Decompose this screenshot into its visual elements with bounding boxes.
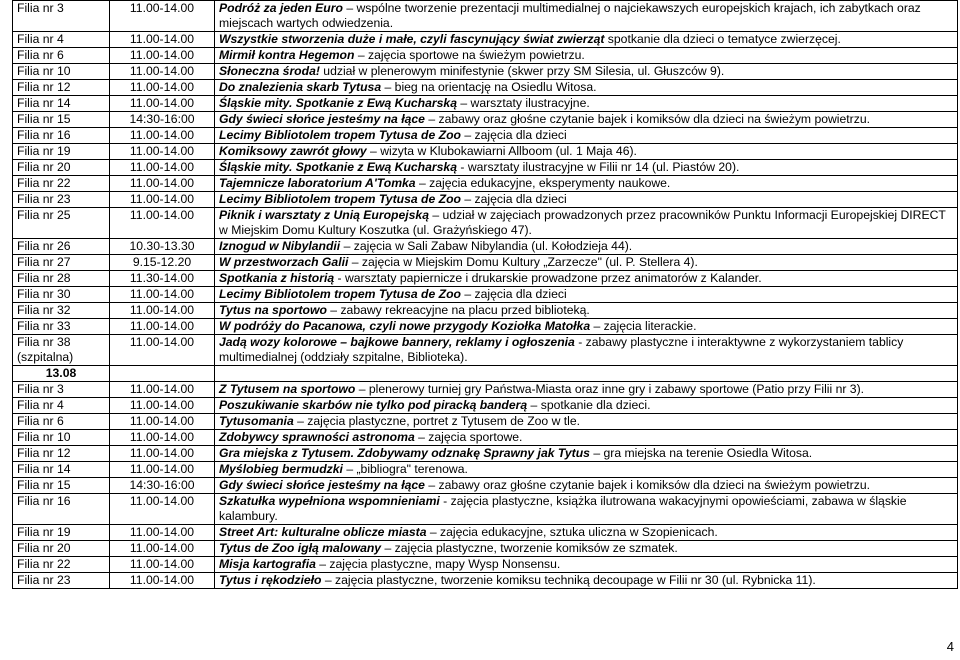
event-title: Komiksowy zawrót głowy xyxy=(219,144,367,158)
table-row xyxy=(13,239,958,255)
event-description: – zabawy oraz głośne czytanie bajek i komiksów dla dzieci na świeżym powietrzu. xyxy=(424,478,870,492)
table-row xyxy=(13,32,958,48)
event-cell xyxy=(215,160,958,176)
branch-cell: Filia nr 3 xyxy=(13,382,110,398)
event-description: – „bibliogra" terenowa. xyxy=(342,462,468,476)
event-title: Street Art: kulturalne oblicze miasta xyxy=(219,525,427,539)
hours-cell: 11.00-14.00 xyxy=(110,64,215,80)
event-title: Śląskie mity. Spotkanie z Ewą Kucharską xyxy=(219,160,457,174)
event-title: Lecimy Bibliotolem tropem Tytusa de Zoo xyxy=(219,128,461,142)
event-title: Tytusomania xyxy=(219,414,294,428)
event-title: Gra miejska z Tytusem. Zdobywamy odznakę Sprawny jak Tytus xyxy=(219,446,590,460)
branch-cell: Filia nr 19 xyxy=(13,144,110,160)
event-title: Piknik i warsztaty z Unią Europejską xyxy=(219,208,429,222)
branch-cell: Filia nr 22 xyxy=(13,557,110,573)
event-title: Jadą wozy kolorowe – bajkowe bannery, reklamy i ogłoszenia xyxy=(219,335,575,349)
schedule-table xyxy=(12,0,958,589)
event-title: W przestworzach Galii xyxy=(219,255,349,269)
table-row xyxy=(13,573,958,589)
branch-cell: Filia nr 32 xyxy=(13,303,110,319)
event-description: – zajęcia plastyczne, mapy Wysp Nonsensu. xyxy=(315,557,561,571)
hours-cell: 11.00-14.00 xyxy=(110,382,215,398)
date-cell: 13.08 xyxy=(13,366,110,382)
hours-cell: 11.00-14.00 xyxy=(110,160,215,176)
event-cell xyxy=(215,144,958,160)
hours-cell: 11.00-14.00 xyxy=(110,128,215,144)
table-row xyxy=(13,128,958,144)
event-title: Zdobywcy sprawności astronoma xyxy=(219,430,415,444)
hours-cell: 11.00-14.00 xyxy=(110,430,215,446)
event-title: Mirmił kontra Hegemon xyxy=(219,48,355,62)
hours-cell: 11.00-14.00 xyxy=(110,557,215,573)
event-cell xyxy=(215,382,958,398)
table-row xyxy=(13,525,958,541)
branch-cell: Filia nr 3 xyxy=(13,1,110,32)
branch-cell: Filia nr 10 xyxy=(13,64,110,80)
hours-cell: 11.00-14.00 xyxy=(110,144,215,160)
event-title: Podróż za jeden Euro xyxy=(219,1,343,15)
branch-cell: Filia nr 4 xyxy=(13,398,110,414)
branch-cell: Filia nr 28 xyxy=(13,271,110,287)
event-description: – zajęcia sportowe na świeżym powietrzu. xyxy=(354,48,585,62)
event-description: – zajęcia edukacyjne, eksperymenty naukowe. xyxy=(415,176,671,190)
event-description: spotkanie dla dzieci o tematyce zwierzęcej. xyxy=(604,32,841,46)
branch-cell: Filia nr 15 xyxy=(13,112,110,128)
event-title: Szkatułka wypełniona wspomnieniami xyxy=(219,494,440,508)
event-cell xyxy=(215,478,958,494)
event-description: - zajęcia plastyczne, książka ilutrowana wakacyjnymi opowieściami, zabawa w śląskie kalambury. xyxy=(219,494,907,523)
hours-cell: 11.00-14.00 xyxy=(110,335,215,366)
hours-cell: 14:30-16:00 xyxy=(110,112,215,128)
hours-cell: 11.30-14.00 xyxy=(110,271,215,287)
hours-cell: 11.00-14.00 xyxy=(110,303,215,319)
table-row xyxy=(13,462,958,478)
event-description: – wspólne tworzenie prezentacji multimedialnej o najciekawszych europejskich krajach, ich zabytkach oraz miejscach wartych odwiedzenia. xyxy=(219,1,921,30)
event-cell xyxy=(215,414,958,430)
hours-cell: 11.00-14.00 xyxy=(110,319,215,335)
event-description: – zabawy oraz głośne czytanie bajek i komiksów dla dzieci na świeżym powietrzu. xyxy=(424,112,870,126)
event-cell xyxy=(215,1,958,32)
branch-cell: Filia nr 20 xyxy=(13,541,110,557)
event-title: Poszukiwanie skarbów nie tylko pod piracką banderą xyxy=(219,398,528,412)
branch-cell: Filia nr 14 xyxy=(13,96,110,112)
event-cell xyxy=(215,112,958,128)
branch-cell: Filia nr 12 xyxy=(13,446,110,462)
table-row xyxy=(13,96,958,112)
table-row xyxy=(13,478,958,494)
event-cell xyxy=(215,176,958,192)
event-description: – zajęcia sportowe. xyxy=(414,430,523,444)
table-row xyxy=(13,494,958,525)
table-row xyxy=(13,48,958,64)
event-cell xyxy=(215,335,958,366)
event-description: – zajęcia plastyczne, tworzenie komiksu techniką decoupage w Filii nr 30 (ul. Rybnicka 11). xyxy=(321,573,816,587)
event-cell xyxy=(215,462,958,478)
event-cell xyxy=(215,48,958,64)
event-description: udział w plenerowym minifestynie (skwer przy SM Silesia, ul. Głuszców 9). xyxy=(319,64,725,78)
table-row xyxy=(13,112,958,128)
event-title: W podróży do Pacanowa, czyli nowe przygody Koziołka Matołka xyxy=(219,319,591,333)
event-title: Gdy świeci słońce jesteśmy na łące xyxy=(219,478,425,492)
event-cell xyxy=(215,128,958,144)
event-description: – bieg na orientację na Osiedlu Witosa. xyxy=(381,80,597,94)
event-title: Z Tytusem na sportowo xyxy=(219,382,356,396)
table-row xyxy=(13,414,958,430)
event-title: Do znalezienia skarb Tytusa xyxy=(219,80,382,94)
event-cell xyxy=(215,32,958,48)
event-description: – zajęcia edukacyjne, sztuka uliczna w Szopienicach. xyxy=(426,525,718,539)
event-description: – udział w zajęciach prowadzonych przez pracowników Punktu Informacji Europejskiej DIRECT w Miejskim Domu Kultury Koszutka (ul. Grażyńskiego 47). xyxy=(219,208,946,237)
hours-cell: 11.00-14.00 xyxy=(110,48,215,64)
event-title: Misja kartografia xyxy=(219,557,316,571)
table-row xyxy=(13,303,958,319)
event-cell xyxy=(215,494,958,525)
event-title: Spotkania z historią xyxy=(219,271,335,285)
branch-cell: Filia nr 25 xyxy=(13,208,110,239)
hours-cell: 11.00-14.00 xyxy=(110,287,215,303)
event-cell xyxy=(215,271,958,287)
table-row xyxy=(13,1,958,32)
table-row xyxy=(13,430,958,446)
branch-cell: Filia nr 10 xyxy=(13,430,110,446)
table-row xyxy=(13,382,958,398)
event-cell xyxy=(215,80,958,96)
branch-cell: Filia nr 22 xyxy=(13,176,110,192)
event-cell xyxy=(215,557,958,573)
hours-cell: 10.30-13.30 xyxy=(110,239,215,255)
event-cell xyxy=(215,192,958,208)
event-cell xyxy=(215,239,958,255)
branch-cell: Filia nr 23 xyxy=(13,573,110,589)
event-cell xyxy=(215,446,958,462)
hours-cell: 11.00-14.00 xyxy=(110,1,215,32)
event-cell xyxy=(215,287,958,303)
event-description: – zabawy rekreacyjne na placu przed biblioteką. xyxy=(326,303,590,317)
hours-cell: 11.00-14.00 xyxy=(110,176,215,192)
event-description: – spotkanie dla dzieci. xyxy=(527,398,651,412)
event-cell xyxy=(215,208,958,239)
table-row xyxy=(13,541,958,557)
table-row xyxy=(13,176,958,192)
event-title: Lecimy Bibliotolem tropem Tytusa de Zoo xyxy=(219,287,461,301)
table-row xyxy=(13,398,958,414)
table-row xyxy=(13,255,958,271)
event-cell xyxy=(215,64,958,80)
event-description: – zajęcia plastyczne, tworzenie komiksów ze szmatek. xyxy=(381,541,678,555)
event-description: – zajęcia dla dzieci xyxy=(460,192,567,206)
event-cell xyxy=(215,430,958,446)
event-cell xyxy=(215,96,958,112)
table-row xyxy=(13,80,958,96)
event-description: – wizyta w Klubokawiarni Allboom (ul. 1 Maja 46). xyxy=(366,144,637,158)
event-description: - warsztaty ilustracyjne w Filii nr 14 (ul. Piastów 20). xyxy=(456,160,740,174)
event-description: – zajęcia dla dzieci xyxy=(460,128,567,142)
hours-cell: 11.00-14.00 xyxy=(110,80,215,96)
hours-cell: 11.00-14.00 xyxy=(110,414,215,430)
branch-cell: Filia nr 4 xyxy=(13,32,110,48)
branch-cell: Filia nr 12 xyxy=(13,80,110,96)
event-description: – zajęcia dla dzieci xyxy=(460,287,567,301)
branch-cell: Filia nr 19 xyxy=(13,525,110,541)
branch-cell: Filia nr 16 xyxy=(13,494,110,525)
table-row xyxy=(13,287,958,303)
hours-cell: 11.00-14.00 xyxy=(110,462,215,478)
event-title: Gdy świeci słońce jesteśmy na łące xyxy=(219,112,425,126)
branch-cell: Filia nr 6 xyxy=(13,414,110,430)
branch-cell: Filia nr 26 xyxy=(13,239,110,255)
table-row xyxy=(13,64,958,80)
event-description: – zajęcia literackie. xyxy=(590,319,697,333)
event-title: Tytus de Zoo igłą malowany xyxy=(219,541,382,555)
event-title: Śląskie mity. Spotkanie z Ewą Kucharską xyxy=(219,96,457,110)
event-cell xyxy=(215,573,958,589)
event-description: – zajęcia w Sali Zabaw Nibylandia (ul. Kołodzieja 44). xyxy=(340,239,633,253)
event-title: Iznogud w Nibylandii xyxy=(219,239,341,253)
event-title: Słoneczna środa! xyxy=(219,64,320,78)
event-description: – warsztaty ilustracyjne. xyxy=(456,96,590,110)
event-cell xyxy=(215,319,958,335)
hours-cell: 11.00-14.00 xyxy=(110,96,215,112)
branch-cell: Filia nr 20 xyxy=(13,160,110,176)
branch-cell: Filia nr 14 xyxy=(13,462,110,478)
table-row xyxy=(13,335,958,366)
branch-cell: Filia nr 6 xyxy=(13,48,110,64)
table-row xyxy=(13,271,958,287)
table-row xyxy=(13,160,958,176)
branch-cell: Filia nr 15 xyxy=(13,478,110,494)
branch-cell: Filia nr 33 xyxy=(13,319,110,335)
event-description: - zabawy plastyczne i interaktywne z wykorzystaniem tablicy multimedialnej (oddziały szpitalne, Biblioteka). xyxy=(219,335,904,364)
hours-cell: 14:30-16:00 xyxy=(110,478,215,494)
event-cell xyxy=(215,525,958,541)
hours-cell: 9.15-12.20 xyxy=(110,255,215,271)
date-row xyxy=(13,366,958,382)
table-row xyxy=(13,446,958,462)
event-cell xyxy=(215,303,958,319)
table-row xyxy=(13,557,958,573)
event-cell xyxy=(215,541,958,557)
event-description: - warsztaty papiernicze i drukarskie prowadzone przez animatorów z Kalander. xyxy=(334,271,762,285)
event-title: Lecimy Bibliotolem tropem Tytusa de Zoo xyxy=(219,192,461,206)
page-number: 4 xyxy=(946,639,954,654)
event-title: Tajemnicze laboratorium A'Tomka xyxy=(219,176,416,190)
branch-cell: Filia nr 16 xyxy=(13,128,110,144)
hours-cell: 11.00-14.00 xyxy=(110,208,215,239)
branch-cell: Filia nr 27 xyxy=(13,255,110,271)
event-cell xyxy=(215,398,958,414)
hours-cell: 11.00-14.00 xyxy=(110,525,215,541)
hours-cell: 11.00-14.00 xyxy=(110,192,215,208)
event-cell xyxy=(215,255,958,271)
hours-cell: 11.00-14.00 xyxy=(110,32,215,48)
event-title: Tytus i rękodzieło xyxy=(219,573,322,587)
event-title: Wszystkie stworzenia duże i małe, czyli fascynujący świat zwierząt xyxy=(219,32,605,46)
event-description: – plenerowy turniej gry Państwa-Miasta oraz inne gry i zabawy sportowe (Patio przy Filii nr 3). xyxy=(355,382,865,396)
event-title: Tytus na sportowo xyxy=(219,303,327,317)
table-row xyxy=(13,319,958,335)
event-title: Myślobieg bermudzki xyxy=(219,462,343,476)
table-row xyxy=(13,192,958,208)
event-description: – gra miejska na terenie Osiedla Witosa. xyxy=(589,446,813,460)
event-description: – zajęcia plastyczne, portret z Tytusem de Zoo w tle. xyxy=(293,414,581,428)
branch-cell: Filia nr 38 (szpitalna) xyxy=(13,335,110,366)
hours-cell: 11.00-14.00 xyxy=(110,541,215,557)
hours-cell: 11.00-14.00 xyxy=(110,494,215,525)
event-description: – zajęcia w Miejskim Domu Kultury „Zarzecze" (ul. P. Stellera 4). xyxy=(348,255,698,269)
branch-cell: Filia nr 30 xyxy=(13,287,110,303)
hours-cell: 11.00-14.00 xyxy=(110,446,215,462)
table-row xyxy=(13,144,958,160)
hours-cell: 11.00-14.00 xyxy=(110,398,215,414)
hours-cell: 11.00-14.00 xyxy=(110,573,215,589)
branch-cell: Filia nr 23 xyxy=(13,192,110,208)
table-row xyxy=(13,208,958,239)
